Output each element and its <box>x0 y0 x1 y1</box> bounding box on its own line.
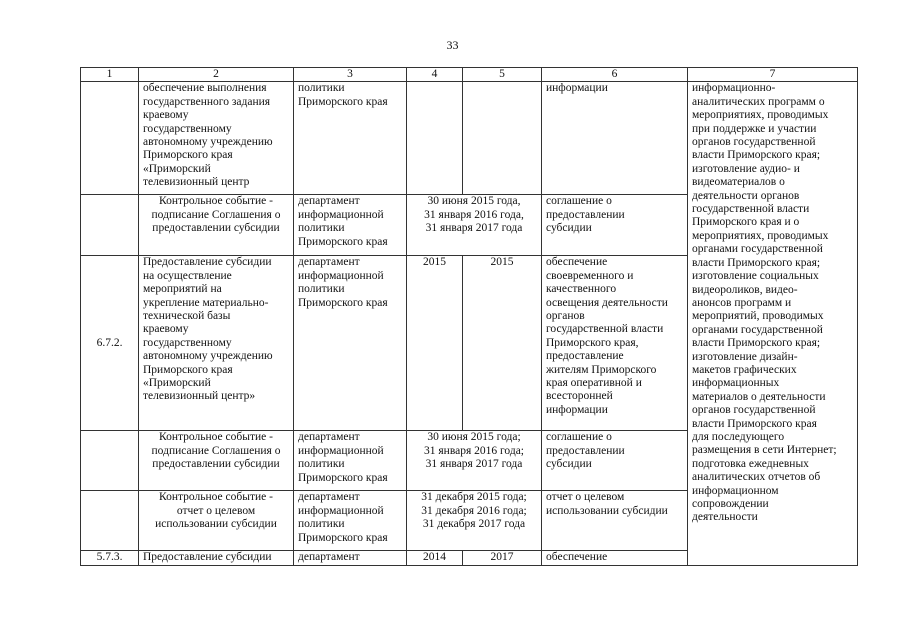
result-cell: соглашение о предоставлении субсидии <box>542 195 688 256</box>
activity-cell: Предоставление субсидии на осуществление мероприятий на укрепление материально- технической базы краевому государственному автономному учреждению Приморского края «Приморский телевизионный центр» <box>139 256 294 431</box>
header-cell: 2 <box>139 68 294 82</box>
start-cell: 2014 <box>407 551 463 565</box>
header-cell: 1 <box>81 68 139 82</box>
activity-cell: Контрольное событие - отчет о целевом использовании субсидии <box>139 491 294 551</box>
end-cell <box>463 82 542 195</box>
row-number-cell <box>81 491 139 551</box>
dates-cell: 30 июня 2015 года; 31 января 2016 года; 31 января 2017 года <box>407 431 542 491</box>
end-cell: 2017 <box>463 551 542 565</box>
dates-cell: 31 декабря 2015 года; 31 декабря 2016 года; 31 декабря 2017 года <box>407 491 542 551</box>
row-number-cell <box>81 82 139 195</box>
dates-cell: 30 июня 2015 года, 31 января 2016 года, 31 января 2017 года <box>407 195 542 256</box>
activity-cell: Контрольное событие - подписание Соглашения о предоставлении субсидии <box>139 431 294 491</box>
header-cell: 6 <box>542 68 688 82</box>
result-cell: соглашение о предоставлении субсидии <box>542 431 688 491</box>
start-cell <box>407 82 463 195</box>
row-number-cell: 6.7.2. <box>81 256 139 431</box>
activity-cell: Предоставление субсидии <box>139 551 294 565</box>
row-number-cell <box>81 431 139 491</box>
executor-cell: департамент информационной политики Приморского края <box>294 431 407 491</box>
result-cell: информации <box>542 82 688 195</box>
activity-cell: обеспечение выполнения государственного задания краевому государственному автономному учреждению Приморского края «Приморский телевизионный центр <box>139 82 294 195</box>
table-header-row <box>81 68 858 82</box>
executor-cell: департамент информационной политики Приморского края <box>294 491 407 551</box>
header-cell: 5 <box>463 68 542 82</box>
end-cell: 2015 <box>463 256 542 431</box>
header-cell: 7 <box>688 68 858 82</box>
description-cell: информационно- аналитических программ о мероприятиях, проводимых при поддержке и участии органов государственной власти Приморского края; изготовление аудио- и видеоматериалов о деятельности органов государственной власти Приморского края и о мероприятиях, проводимых органами государственной власти Приморского края; изготовление социальных видеороликов, видео- анонсов программ и мероприятий, проводимых органами государственной власти Приморского края; изготовление дизайн- макетов графических информационных материалов о деятельности органов государственной власти Приморского края для последующего размещения в сети Интернет; подготовка ежедневных аналитических отчетов об информационном сопровождении деятельности <box>688 82 858 565</box>
executor-cell: политики Приморского края <box>294 82 407 195</box>
result-cell: обеспечение <box>542 551 688 565</box>
executor-cell: департамент информационной политики Приморского края <box>294 256 407 431</box>
executor-cell: департамент информационной политики Приморского края <box>294 195 407 256</box>
result-cell: отчет о целевом использовании субсидии <box>542 491 688 551</box>
row-number-cell <box>81 195 139 256</box>
result-cell: обеспечение своевременного и качественного освещения деятельности органов государственной власти Приморского края, предоставление жителям Приморского края оперативной и всесторонней информации <box>542 256 688 431</box>
activity-cell: Контрольное событие - подписание Соглашения о предоставлении субсидии <box>139 195 294 256</box>
plan-table <box>80 67 858 566</box>
page-number: 33 <box>446 38 459 52</box>
header-cell: 4 <box>407 68 463 82</box>
start-cell: 2015 <box>407 256 463 431</box>
table-row <box>81 82 858 195</box>
header-cell: 3 <box>294 68 407 82</box>
executor-cell: департамент <box>294 551 407 565</box>
row-number-cell: 5.7.3. <box>81 551 139 565</box>
